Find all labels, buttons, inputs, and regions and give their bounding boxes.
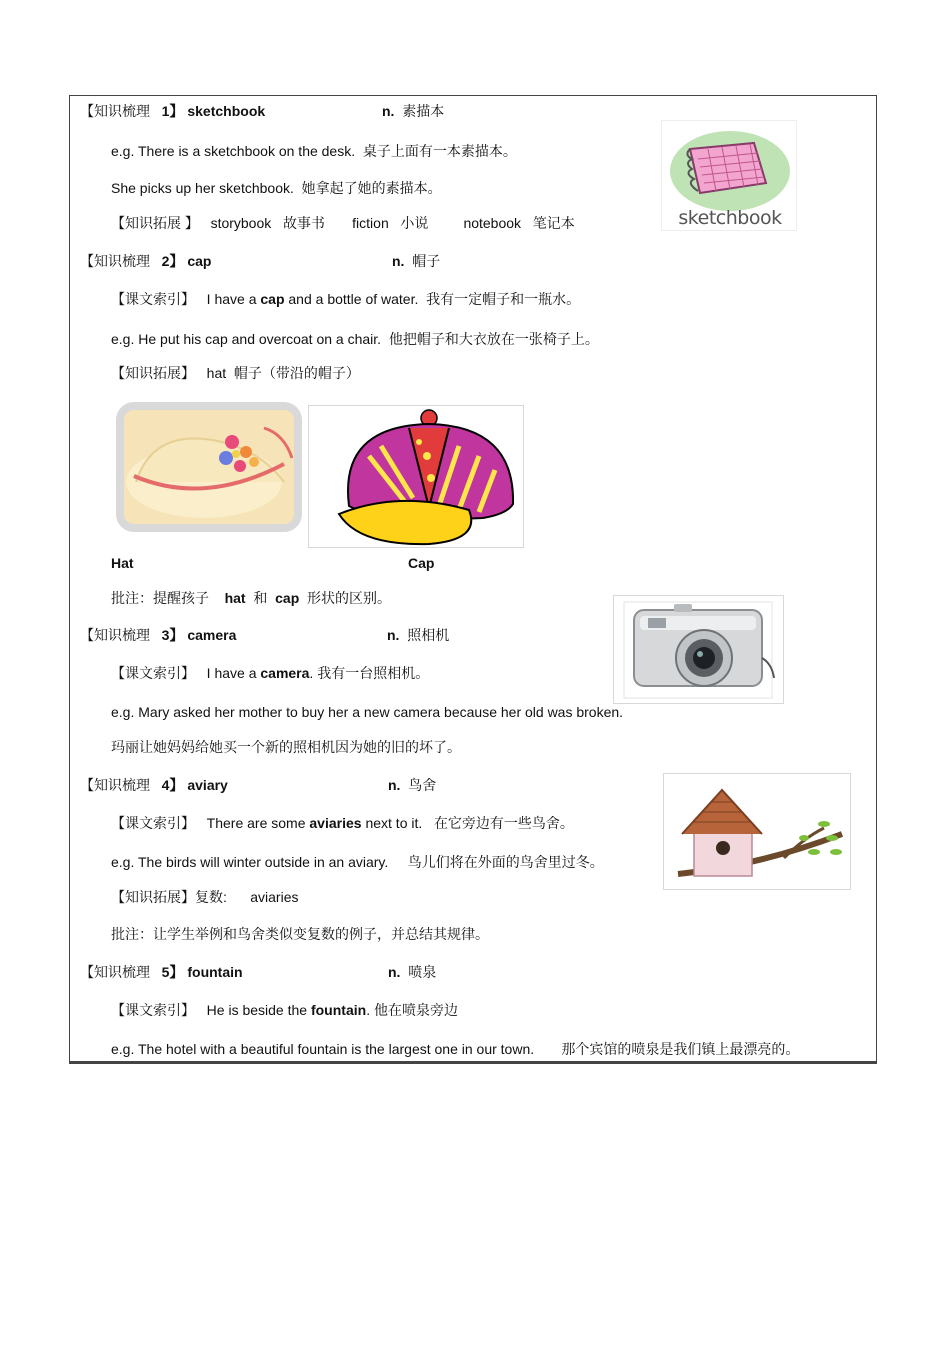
example-sentence: e.g. The birds will winter outside in an aviary. 鸟儿们将在外面的鸟舍里过冬。 — [111, 854, 604, 870]
teacher-note: 批注：提醒孩子 hat 和 cap 形状的区别。 — [111, 590, 392, 606]
example-sentence: e.g. There is a sketchbook on the desk. 桌子上面有一本素描本。 — [111, 143, 517, 159]
hat-image — [114, 400, 304, 535]
example-sentence: e.g. Mary asked her mother to buy her a new camera because her old was broken. — [111, 704, 624, 720]
knowledge-extension: 【知识拓展】复数: aviaries — [111, 889, 299, 905]
entry-heading-aviary: 【知识梳理 4】 aviary — [80, 777, 228, 793]
example-sentence: e.g. He put his cap and overcoat on a chair. 他把帽子和大衣放在一张椅子上。 — [111, 331, 599, 347]
knowledge-extension: 【知识拓展 】 storybook 故事书 fiction 小说 notebook 笔记本 — [111, 215, 575, 231]
text-reference: 【课文索引】 I have a cap and a bottle of water. 我有一定帽子和一瓶水。 — [111, 291, 581, 307]
example-sentence: She picks up her sketchbook. 她拿起了她的素描本。 — [111, 180, 442, 196]
sketchbook-caption: sketchbook — [678, 207, 782, 229]
teacher-note: 批注：让学生举例和鸟舍类似变复数的例子，并总结其规律。 — [111, 926, 489, 942]
knowledge-extension: 【知识拓展】 hat 帽子（带沿的帽子） — [111, 365, 360, 381]
entry-heading-sketchbook: 【知识梳理 1】 sketchbook — [80, 103, 266, 119]
entry-pos-meaning: n. 鸟舍 — [388, 777, 437, 793]
example-sentence: e.g. The hotel with a beautiful fountain is the largest one in our town. 那个宾馆的喷泉是我们镇上最漂亮的。 — [111, 1041, 800, 1057]
entry-heading-camera: 【知识梳理 3】 camera — [80, 627, 237, 643]
text-reference: 【课文索引】 He is beside the fountain. 他在喷泉旁边 — [111, 1002, 458, 1018]
entry-pos-meaning: n. 帽子 — [392, 253, 441, 269]
example-translation: 玛丽让她妈妈给她买一个新的照相机因为她的旧的坏了。 — [111, 739, 461, 755]
aviary-image — [663, 773, 851, 890]
entry-heading-cap: 【知识梳理 2】 cap — [80, 253, 212, 269]
sketchbook-image — [661, 120, 797, 231]
entry-pos-meaning: n. 素描本 — [382, 103, 445, 119]
cap-label: Cap — [408, 555, 435, 571]
camera-image — [613, 595, 784, 704]
text-reference: 【课文索引】 There are some aviaries next to it. 在它旁边有一些鸟舍。 — [111, 815, 574, 831]
text-reference: 【课文索引】 I have a camera. 我有一台照相机。 — [111, 665, 430, 681]
hat-label: Hat — [111, 555, 134, 571]
entry-pos-meaning: n. 喷泉 — [388, 964, 437, 980]
entry-pos-meaning: n. 照相机 — [387, 627, 450, 643]
cap-image — [308, 405, 524, 548]
entry-heading-fountain: 【知识梳理 5】 fountain — [80, 964, 243, 980]
content-frame — [69, 95, 877, 1064]
